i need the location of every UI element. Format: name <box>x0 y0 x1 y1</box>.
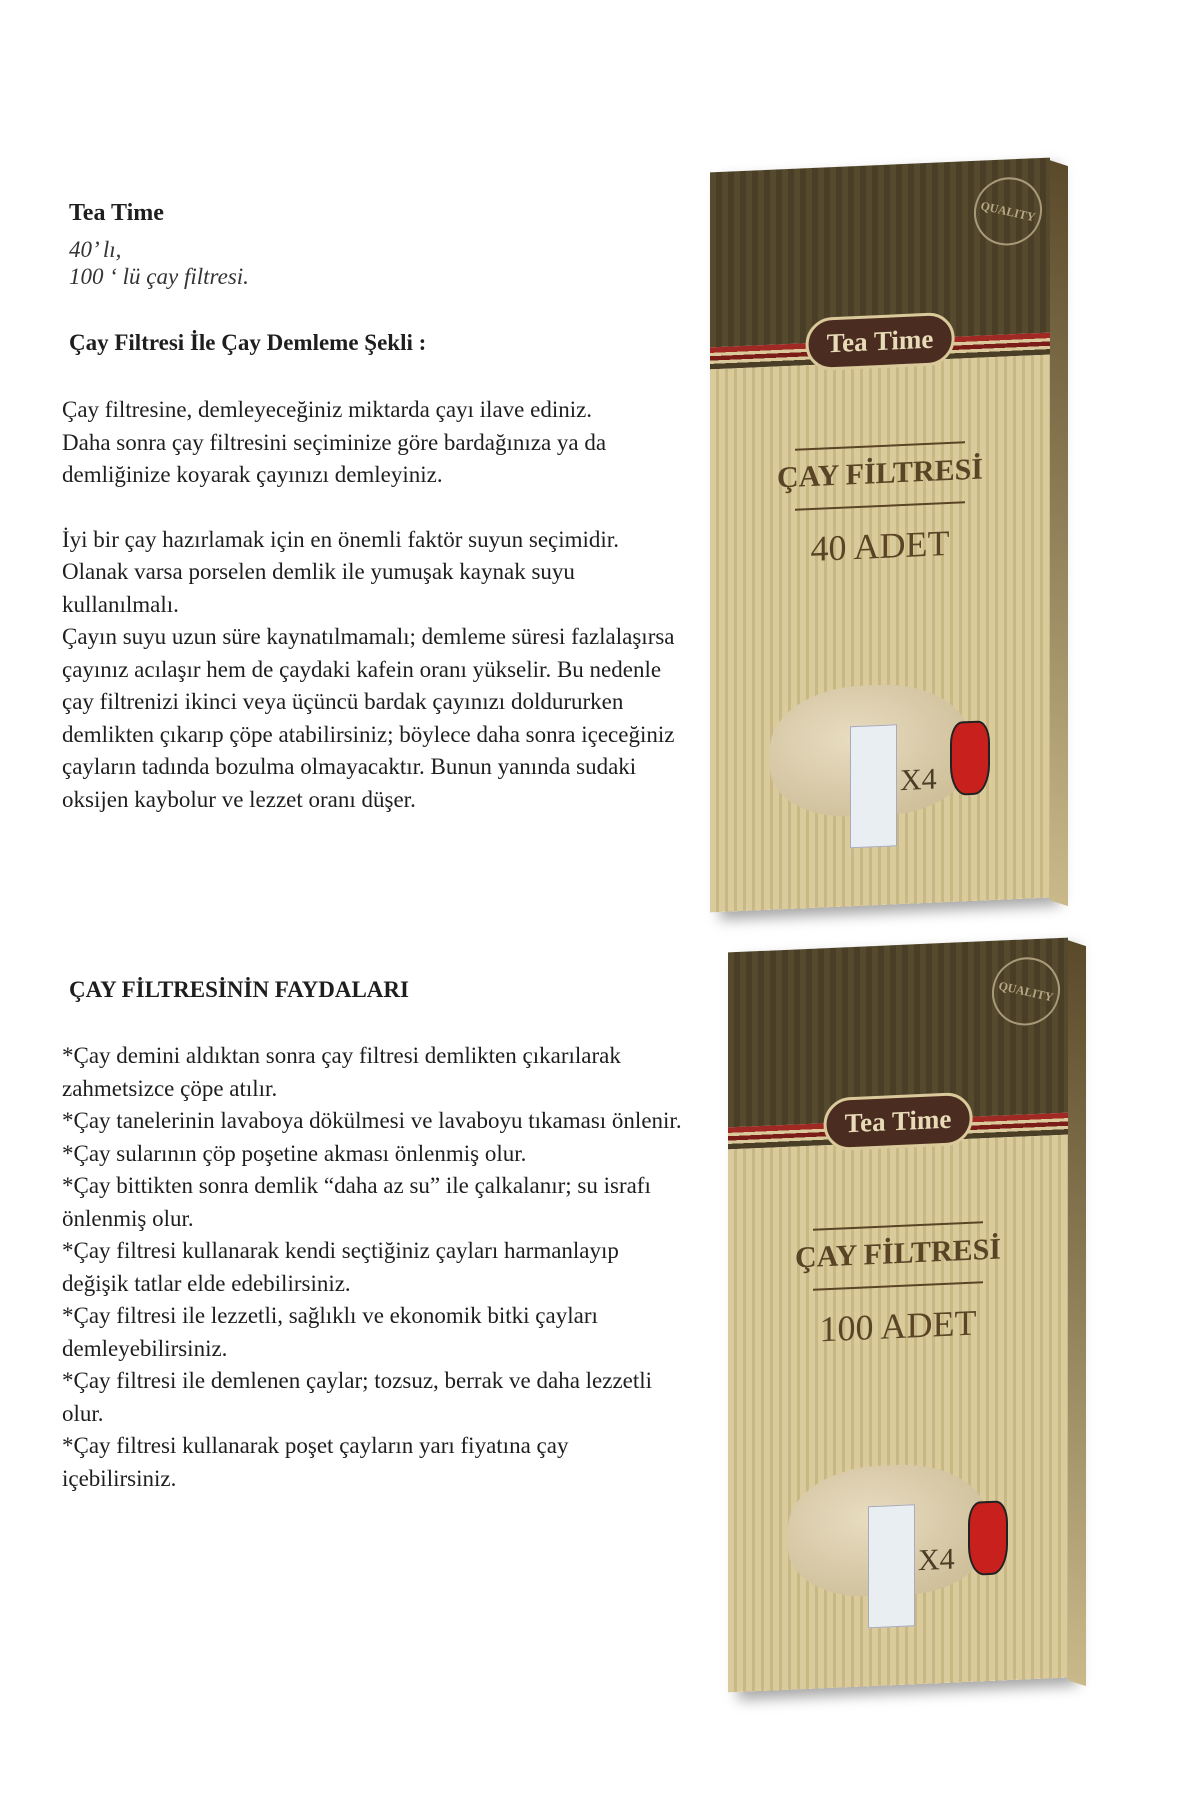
box-count: 40 ADET <box>810 522 950 570</box>
product-box-40 <box>710 158 1050 913</box>
box-count: 100 ADET <box>819 1302 977 1350</box>
box-multiplier: X4 <box>900 762 937 798</box>
product-variants <box>69 236 249 290</box>
list-item: *Çay filtresi kullanarak poşet çayların yarı fiyatına çay içebilirsiniz. <box>62 1433 569 1491</box>
list-item: *Çay tanelerinin lavaboya dökülmesi ve lavaboyu tıkaması önlenir. <box>62 1108 682 1133</box>
box-side <box>1050 160 1068 906</box>
tea-glass-illustration <box>950 720 990 796</box>
box-side <box>1068 940 1086 1686</box>
brewing-instructions <box>62 394 682 816</box>
paragraph: Olanak varsa porselen demlik ile yumuşak kaynak suyu kullanılmalı. <box>62 559 575 617</box>
box-logo: Tea Time <box>806 312 955 371</box>
list-item: *Çay bittikten sonra demlik “daha az su” ile çalkalanır; su israfı önlenmiş olur. <box>62 1173 651 1231</box>
paragraph: Çayın suyu uzun süre kaynatılmamalı; demleme süresi fazlalaşırsa çayınız acılaşır hem de çaydaki kafein oranı yükselir. Bu nedenle çay filtrenizi ikinci veya üçüncü bardak çayınızı doldururken demlikten çıkarıp çöpe atabilirsiniz; böylece daha sonra içeceğiniz çayların tadında bozulma olmayacaktır. Bunun yanında sudaki oksijen kaybolur ve lezzet oranı düşer. <box>62 624 675 812</box>
list-item: *Çay filtresi kullanarak kendi seçtiğiniz çayları harmanlayıp değişik tatlar elde edebilirsiniz. <box>62 1238 619 1296</box>
product-box-100 <box>728 938 1068 1693</box>
benefits-list <box>62 1040 682 1495</box>
list-item: *Çay filtresi ile lezzetli, sağlıklı ve ekonomik bitki çayları demleyebilirsiniz. <box>62 1303 598 1361</box>
quality-seal: QUALITY <box>966 171 1049 252</box>
section-heading-brewing: Çay Filtresi İle Çay Demleme Şekli : <box>69 330 427 355</box>
variant-100: 100 ‘ lü çay filtresi. <box>69 264 249 289</box>
paragraph: Çay filtresine, demleyeceğiniz miktarda çayı ilave ediniz. <box>62 397 593 422</box>
list-item: *Çay demini aldıktan sonra çay filtresi demlikten çıkarılarak zahmetsizce çöpe atılır. <box>62 1043 621 1101</box>
variant-40: 40’ lı, <box>69 237 122 262</box>
box-multiplier: X4 <box>918 1542 955 1578</box>
list-item: *Çay sularının çöp poşetine akması önlenmiş olur. <box>62 1140 527 1166</box>
brand-title: Tea Time <box>69 200 164 226</box>
list-item: *Çay filtresi ile demlenen çaylar; tozsuz, berrak ve daha lezzetli olur. <box>62 1368 653 1426</box>
box-logo: Tea Time <box>824 1092 973 1151</box>
paragraph: İyi bir çay hazırlamak için en önemli faktör suyun seçimidir. <box>62 526 619 552</box>
section-heading-benefits: ÇAY FİLTRESİNİN FAYDALARI <box>69 977 409 1002</box>
tea-glass-illustration <box>968 1500 1008 1576</box>
tea-filter-illustration <box>868 1504 915 1628</box>
paragraph: Daha sonra çay filtresini seçiminize göre bardağınıza ya da demliğinize koyarak çayınızı demleyiniz. <box>62 429 607 487</box>
tea-filter-illustration <box>850 724 897 848</box>
box-product-name: ÇAY FİLTRESİ <box>795 1232 1001 1275</box>
box-product-name: ÇAY FİLTRESİ <box>777 452 983 495</box>
quality-seal: QUALITY <box>984 951 1067 1032</box>
